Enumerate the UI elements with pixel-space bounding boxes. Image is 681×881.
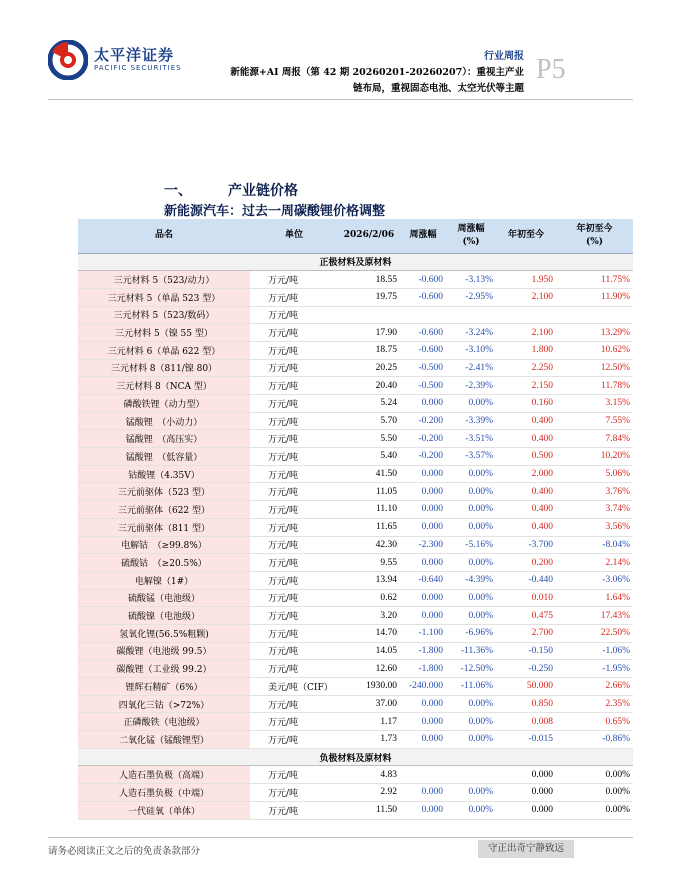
cell-weekly-pct: -6.96% (446, 624, 496, 642)
table-row (78, 501, 633, 519)
cell-ytd-pct: 1.64% (556, 589, 633, 607)
cell-ytd-pct: 2.66% (556, 678, 633, 696)
cell-price (338, 306, 400, 324)
table-row (78, 731, 633, 749)
table-header-row (78, 219, 633, 253)
cell-weekly-change: -0.600 (400, 324, 446, 342)
table-row (78, 624, 633, 642)
cell-price: 2.92 (338, 784, 400, 802)
cell-price: 18.75 (338, 341, 400, 359)
cell-ytd-change (496, 306, 556, 324)
cell-name: 硫酸镍（电池级） (78, 607, 250, 625)
cell-ytd-change: 1.950 (496, 271, 556, 289)
cell-ytd-change: -0.015 (496, 731, 556, 749)
cell-ytd-pct: -8.04% (556, 536, 633, 554)
group-title: 负极材料及原材料 (78, 748, 633, 766)
cell-ytd-pct: 7.84% (556, 430, 633, 448)
cell-price: 5.24 (338, 395, 400, 413)
cell-unit: 万元/吨 (250, 589, 338, 607)
cell-unit: 万元/吨 (250, 430, 338, 448)
cell-name: 人造石墨负极（中端） (78, 784, 250, 802)
cell-unit: 美元/吨（CIF） (250, 678, 338, 696)
cell-name: 二氧化锰（锰酸锂型） (78, 731, 250, 749)
cell-name: 硫酸钴 （≥20.5%） (78, 554, 250, 572)
cell-unit: 万元/吨 (250, 713, 338, 731)
cell-weekly-change: 0.000 (400, 465, 446, 483)
cell-name: 三元前驱体（523 型） (78, 483, 250, 501)
cell-unit: 万元/吨 (250, 766, 338, 784)
cell-ytd-pct: 2.14% (556, 554, 633, 572)
cell-price: 37.00 (338, 695, 400, 713)
cell-weekly-pct: 0.00% (446, 589, 496, 607)
header-unit: 单位 (250, 219, 338, 253)
cell-ytd-pct: 13.29% (556, 324, 633, 342)
cell-price: 12.60 (338, 660, 400, 678)
cell-weekly-pct: 0.00% (446, 695, 496, 713)
cell-price: 11.10 (338, 501, 400, 519)
cell-weekly-pct: -5.16% (446, 536, 496, 554)
cell-ytd-change: 0.400 (496, 501, 556, 519)
price-table (78, 219, 633, 820)
cell-price: 1.17 (338, 713, 400, 731)
cell-weekly-pct: 0.00% (446, 554, 496, 572)
cell-price: 20.40 (338, 377, 400, 395)
cell-weekly-change: -0.500 (400, 359, 446, 377)
cell-ytd-pct: 10.20% (556, 448, 633, 466)
cell-weekly-change: -0.600 (400, 341, 446, 359)
cell-name: 三元材料 6（单晶 622 型） (78, 341, 250, 359)
cell-weekly-change: -0.600 (400, 271, 446, 289)
cell-ytd-change: -3.700 (496, 536, 556, 554)
cell-weekly-pct: -3.13% (446, 271, 496, 289)
table-row (78, 395, 633, 413)
cell-weekly-change (400, 766, 446, 784)
table-row (78, 359, 633, 377)
cell-ytd-change: 1.800 (496, 341, 556, 359)
cell-weekly-pct: -3.51% (446, 430, 496, 448)
cell-weekly-pct: 0.00% (446, 607, 496, 625)
cell-ytd-change: 0.000 (496, 784, 556, 802)
cell-weekly-pct: -11.36% (446, 642, 496, 660)
cell-name: 三元材料 5（523/数码） (78, 306, 250, 324)
footer-motto: 守正出奇宁静致远 (478, 840, 574, 858)
cell-name: 三元前驱体（622 型） (78, 501, 250, 519)
cell-unit: 万元/吨 (250, 624, 338, 642)
cell-weekly-change: -240.000 (400, 678, 446, 696)
cell-unit: 万元/吨 (250, 288, 338, 306)
table-row (78, 607, 633, 625)
cell-ytd-pct: -1.06% (556, 642, 633, 660)
cell-unit: 万元/吨 (250, 571, 338, 589)
cell-name: 锂辉石精矿（6%） (78, 678, 250, 696)
table-row (78, 642, 633, 660)
header-divider (48, 99, 633, 100)
cell-weekly-change: -2.300 (400, 536, 446, 554)
cell-weekly-change: 0.000 (400, 695, 446, 713)
table-row (78, 306, 633, 324)
table-row (78, 518, 633, 536)
cell-price: 0.62 (338, 589, 400, 607)
cell-weekly-pct: 0.00% (446, 731, 496, 749)
table-row (78, 483, 633, 501)
cell-ytd-pct: 3.56% (556, 518, 633, 536)
table-row (78, 412, 633, 430)
cell-price: 5.50 (338, 430, 400, 448)
cell-ytd-pct: -1.95% (556, 660, 633, 678)
cell-weekly-pct: 0.00% (446, 518, 496, 536)
cell-name: 三元材料 8（NCA 型） (78, 377, 250, 395)
cell-unit: 万元/吨 (250, 306, 338, 324)
cell-ytd-pct: 3.76% (556, 483, 633, 501)
table-row (78, 377, 633, 395)
cell-ytd-change: 0.850 (496, 695, 556, 713)
cell-name: 四氧化三钴（>72%） (78, 695, 250, 713)
cell-ytd-pct: 11.75% (556, 271, 633, 289)
cell-ytd-change: 0.010 (496, 589, 556, 607)
cell-unit: 万元/吨 (250, 359, 338, 377)
cell-ytd-change: 2.250 (496, 359, 556, 377)
cell-weekly-pct: -12.50% (446, 660, 496, 678)
cell-weekly-change: -1.800 (400, 660, 446, 678)
cell-name: 锰酸锂 （低容量） (78, 448, 250, 466)
brand-name-cn: 太平洋证券 (94, 46, 175, 64)
cell-name: 锰酸锂 （小动力） (78, 412, 250, 430)
cell-unit: 万元/吨 (250, 642, 338, 660)
cell-price: 5.70 (338, 412, 400, 430)
cell-price: 4.83 (338, 766, 400, 784)
table-row (78, 324, 633, 342)
cell-ytd-pct: 0.65% (556, 713, 633, 731)
cell-weekly-pct: -3.24% (446, 324, 496, 342)
cell-ytd-pct: 22.50% (556, 624, 633, 642)
cell-name: 三元材料 5（523/动力） (78, 271, 250, 289)
header-ytd-change: 年初至今 (496, 219, 556, 253)
cell-name: 磷酸铁锂（动力型） (78, 395, 250, 413)
cell-weekly-pct: -2.39% (446, 377, 496, 395)
cell-name: 碳酸锂（工业级 99.2） (78, 660, 250, 678)
cell-weekly-change: -1.100 (400, 624, 446, 642)
cell-ytd-change: 0.400 (496, 430, 556, 448)
cell-unit: 万元/吨 (250, 536, 338, 554)
cell-price: 11.50 (338, 801, 400, 819)
cell-weekly-change: -0.200 (400, 448, 446, 466)
cell-name: 三元材料 5（镍 55 型） (78, 324, 250, 342)
report-title-line2: 链布局，重视固态电池、太空光伏等主题 (352, 83, 524, 94)
cell-unit: 万元/吨 (250, 784, 338, 802)
cell-unit: 万元/吨 (250, 341, 338, 359)
cell-weekly-pct: 0.00% (446, 395, 496, 413)
report-category: 行业周报 (484, 51, 524, 62)
cell-weekly-pct: 0.00% (446, 713, 496, 731)
cell-ytd-pct: 7.55% (556, 412, 633, 430)
table-row (78, 713, 633, 731)
table-row (78, 766, 633, 784)
cell-weekly-change: 0.000 (400, 607, 446, 625)
cell-ytd-change: 50.000 (496, 678, 556, 696)
cell-ytd-pct (556, 306, 633, 324)
cell-name: 电解钴 （≥99.8%） (78, 536, 250, 554)
cell-ytd-change: 0.008 (496, 713, 556, 731)
cell-ytd-change: 0.000 (496, 801, 556, 819)
cell-price: 20.25 (338, 359, 400, 377)
cell-weekly-pct: -2.41% (446, 359, 496, 377)
cell-weekly-pct: -11.06% (446, 678, 496, 696)
cell-price: 42.30 (338, 536, 400, 554)
cell-name: 硫酸锰（电池级） (78, 589, 250, 607)
cell-weekly-change: 0.000 (400, 483, 446, 501)
cell-weekly-pct (446, 766, 496, 784)
cell-price: 11.05 (338, 483, 400, 501)
cell-weekly-change: 0.000 (400, 784, 446, 802)
cell-ytd-change: -0.150 (496, 642, 556, 660)
cell-price: 19.75 (338, 288, 400, 306)
table-row (78, 536, 633, 554)
cell-ytd-pct: 0.00% (556, 766, 633, 784)
cell-ytd-change: 0.000 (496, 766, 556, 784)
footer-divider (48, 837, 633, 838)
cell-price: 17.90 (338, 324, 400, 342)
cell-price: 5.40 (338, 448, 400, 466)
cell-name: 钴酸锂（4.35V） (78, 465, 250, 483)
cell-unit: 万元/吨 (250, 695, 338, 713)
cell-weekly-change: 0.000 (400, 731, 446, 749)
cell-price: 14.05 (338, 642, 400, 660)
cell-ytd-pct: -0.86% (556, 731, 633, 749)
cell-weekly-pct: -3.10% (446, 341, 496, 359)
cell-unit: 万元/吨 (250, 501, 338, 519)
cell-ytd-change: 2.000 (496, 465, 556, 483)
cell-ytd-change: 0.400 (496, 518, 556, 536)
cell-ytd-pct: 11.90% (556, 288, 633, 306)
cell-price: 14.70 (338, 624, 400, 642)
cell-name: 电解镍（1#） (78, 571, 250, 589)
cell-name: 三元前驱体（811 型） (78, 518, 250, 536)
cell-price: 1.73 (338, 731, 400, 749)
cell-ytd-pct: 10.62% (556, 341, 633, 359)
cell-ytd-pct: 0.00% (556, 784, 633, 802)
cell-weekly-change: 0.000 (400, 518, 446, 536)
cell-ytd-change: 2.700 (496, 624, 556, 642)
cell-ytd-change: -0.250 (496, 660, 556, 678)
cell-weekly-pct: -3.39% (446, 412, 496, 430)
cell-unit: 万元/吨 (250, 483, 338, 501)
cell-weekly-pct: 0.00% (446, 483, 496, 501)
cell-price: 3.20 (338, 607, 400, 625)
cell-name: 锰酸锂 （高压实） (78, 430, 250, 448)
cell-price: 9.55 (338, 554, 400, 572)
cell-weekly-change: -0.200 (400, 412, 446, 430)
table-row (78, 801, 633, 819)
cell-ytd-change: 0.400 (496, 412, 556, 430)
cell-ytd-pct: 3.15% (556, 395, 633, 413)
header-name: 品名 (78, 219, 250, 253)
table-row (78, 554, 633, 572)
table-row (78, 695, 633, 713)
cell-unit: 万元/吨 (250, 607, 338, 625)
cell-price: 18.55 (338, 271, 400, 289)
section-title: 产业链价格 (228, 183, 298, 199)
cell-ytd-change: 0.200 (496, 554, 556, 572)
table-row (78, 571, 633, 589)
cell-weekly-change: 0.000 (400, 589, 446, 607)
cell-weekly-change: -0.640 (400, 571, 446, 589)
table-row (78, 341, 633, 359)
cell-unit: 万元/吨 (250, 660, 338, 678)
table-row (78, 660, 633, 678)
cell-ytd-change: 0.500 (496, 448, 556, 466)
cell-price: 11.65 (338, 518, 400, 536)
report-title-line1: 新能源+AI 周报（第 42 期 20260201-20260207）：重视主产业 (230, 67, 524, 78)
cell-name: 氢氧化锂(56.5%粗颗) (78, 624, 250, 642)
cell-weekly-change: 0.000 (400, 395, 446, 413)
cell-ytd-pct: 2.35% (556, 695, 633, 713)
cell-unit: 万元/吨 (250, 377, 338, 395)
table-row (78, 589, 633, 607)
cell-ytd-change: 2.100 (496, 324, 556, 342)
cell-name: 三元材料 5（单晶 523 型） (78, 288, 250, 306)
cell-weekly-pct: -4.39% (446, 571, 496, 589)
header-date: 2026/2/06 (338, 219, 400, 253)
cell-ytd-pct: 12.50% (556, 359, 633, 377)
cell-weekly-change: 0.000 (400, 501, 446, 519)
cell-ytd-pct: 5.06% (556, 465, 633, 483)
table-group-row (78, 253, 633, 271)
cell-weekly-change: 0.000 (400, 801, 446, 819)
section-subtitle: 新能源汽车：过去一周碳酸锂价格调整 (164, 204, 386, 219)
cell-ytd-change: 0.160 (496, 395, 556, 413)
footer-disclaimer: 请务必阅读正文之后的免责条款部分 (48, 846, 201, 857)
table-body (78, 253, 633, 819)
cell-weekly-change: -0.600 (400, 288, 446, 306)
cell-ytd-change: 0.475 (496, 607, 556, 625)
cell-weekly-change: -0.200 (400, 430, 446, 448)
cell-unit: 万元/吨 (250, 448, 338, 466)
cell-ytd-pct: -3.06% (556, 571, 633, 589)
cell-weekly-change: 0.000 (400, 713, 446, 731)
cell-unit: 万元/吨 (250, 801, 338, 819)
cell-weekly-change (400, 306, 446, 324)
cell-unit: 万元/吨 (250, 412, 338, 430)
table-group-row (78, 748, 633, 766)
cell-ytd-pct: 3.74% (556, 501, 633, 519)
cell-unit: 万元/吨 (250, 395, 338, 413)
cell-unit: 万元/吨 (250, 271, 338, 289)
header-weekly-change: 周涨幅 (400, 219, 446, 253)
cell-weekly-pct: 0.00% (446, 465, 496, 483)
section-number: 一、 (164, 183, 192, 199)
cell-weekly-pct: 0.00% (446, 784, 496, 802)
cell-price: 13.94 (338, 571, 400, 589)
cell-unit: 万元/吨 (250, 324, 338, 342)
header-ytd-pct: 年初至今 (%) (556, 219, 633, 253)
page-number: P5 (536, 54, 566, 85)
cell-weekly-change: -1.800 (400, 642, 446, 660)
table-row (78, 430, 633, 448)
cell-ytd-change: 0.400 (496, 483, 556, 501)
cell-name: 正磷酸铁（电池级） (78, 713, 250, 731)
table-row (78, 678, 633, 696)
cell-unit: 万元/吨 (250, 731, 338, 749)
header-weekly-pct: 周涨幅 (%) (446, 219, 496, 253)
cell-weekly-pct: -2.95% (446, 288, 496, 306)
cell-name: 人造石墨负极（高端） (78, 766, 250, 784)
company-logo (48, 40, 188, 82)
cell-price: 41.50 (338, 465, 400, 483)
cell-price: 1930.00 (338, 678, 400, 696)
cell-ytd-pct: 11.78% (556, 377, 633, 395)
cell-ytd-pct: 17.43% (556, 607, 633, 625)
cell-unit: 万元/吨 (250, 554, 338, 572)
cell-unit: 万元/吨 (250, 518, 338, 536)
cell-unit: 万元/吨 (250, 465, 338, 483)
cell-name: 三元材料 8（811/镍 80） (78, 359, 250, 377)
cell-weekly-pct: -3.57% (446, 448, 496, 466)
group-title: 正极材料及原材料 (78, 253, 633, 271)
cell-name: 一代硅氧（单体） (78, 801, 250, 819)
cell-weekly-pct: 0.00% (446, 801, 496, 819)
cell-weekly-change: -0.500 (400, 377, 446, 395)
table-row (78, 784, 633, 802)
table-row (78, 465, 633, 483)
cell-ytd-change: 2.150 (496, 377, 556, 395)
table-row (78, 288, 633, 306)
brand-name-en: PACIFIC SECURITIES (94, 64, 182, 72)
cell-weekly-pct: 0.00% (446, 501, 496, 519)
table-row (78, 448, 633, 466)
cell-ytd-change: -0.440 (496, 571, 556, 589)
cell-ytd-change: 2.100 (496, 288, 556, 306)
cell-weekly-pct (446, 306, 496, 324)
pacific-securities-logo-icon (48, 40, 88, 80)
cell-name: 碳酸锂（电池级 99.5） (78, 642, 250, 660)
cell-weekly-change: 0.000 (400, 554, 446, 572)
table-row (78, 271, 633, 289)
cell-ytd-pct: 0.00% (556, 801, 633, 819)
